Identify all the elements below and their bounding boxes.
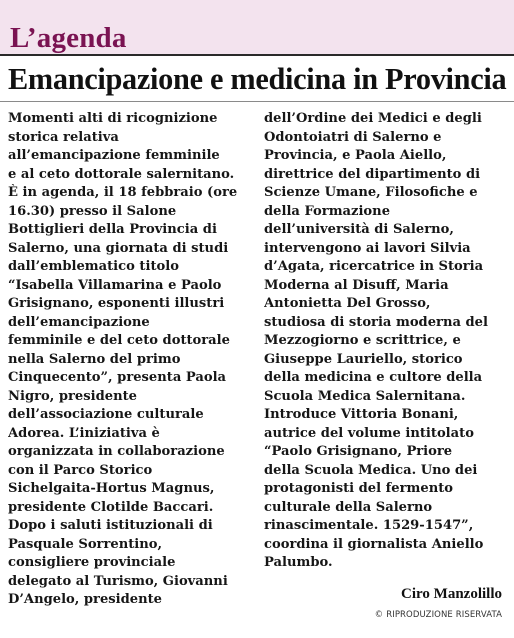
article-column-left [8, 110, 266, 610]
article-text-line: dell’emancipazione [8, 314, 150, 330]
article-text-line: della Formazione [264, 203, 391, 219]
copyright-notice [375, 610, 502, 620]
article-text-line: intervengono ai lavori Silvia [264, 240, 471, 256]
article-text-line: storica relativa [8, 129, 119, 145]
article-text-line: femminile e del ceto dottorale [8, 333, 230, 348]
article-text-line: Grisignano, esponenti illustri [8, 296, 225, 311]
article-text-line: “Paolo Grisignano, Priore [264, 444, 453, 459]
article-text-line: Nigro, presidente [8, 388, 137, 404]
article-text-line: dall’emblematico titolo [8, 259, 179, 274]
article-text-line: Scienze Umane, Filosofiche e [264, 185, 478, 200]
article-headline: Emancipazione e medicina in Provincia [8, 62, 507, 96]
article-text-line: Giuseppe Lauriello, storico [264, 351, 463, 367]
article-text-line: rinascimentale. 1529-1547”, [264, 518, 474, 533]
article-text-line: Palumbo. [264, 555, 333, 570]
article-text-line: coordina il giornalista Aniello [264, 536, 484, 552]
article-text-line: autrice del volume intitolato [264, 425, 474, 441]
copyright-text: RIPRODUZIONE RISERVATA [386, 610, 502, 620]
article-text-line: Mezzogiorno e scrittrice, e [264, 333, 461, 348]
article-text-line: protagonisti del fermento [264, 481, 454, 496]
article-text-line: culturale della Salerno [264, 499, 433, 515]
article-text-line: Salerno, una giornata di studi [8, 240, 229, 256]
author-byline: Ciro Manzolillo [401, 586, 502, 602]
article-text-line: Adorea. L’iniziativa è [8, 425, 160, 441]
section-divider [0, 54, 514, 56]
article-text-line: e al ceto dottorale salernitano. [8, 166, 235, 182]
article-text-line: nella Salerno del primo [8, 351, 181, 367]
copyright-symbol: © [374, 610, 384, 620]
article-text-line: È in agenda, il 18 febbraio (ore [8, 185, 238, 200]
article-text-line: dell’associazione culturale [8, 407, 204, 422]
article-text-line: Introduce Vittoria Bonani, [264, 407, 459, 422]
article-text-line: Bottiglieri della Provincia di [8, 222, 217, 237]
article-text-line: D’Angelo, presidente [8, 592, 163, 607]
article-text-line: Pasquale Sorrentino, [8, 536, 163, 552]
article-text-line: Odontoiatri di Salerno e [264, 129, 442, 145]
article-text-line: d’Agata, ricercatrice in Storia [264, 259, 484, 274]
article-text-line: Cinquecento”, presenta Paola [8, 370, 227, 385]
article-text-line: Momenti alti di ricognizione [8, 111, 218, 126]
article-text-line: Dopo i saluti istituzionali di [8, 518, 213, 533]
article-text-line: studiosa di storia moderna del [264, 314, 488, 330]
article-text-line: della Scuola Medica. Uno dei [264, 462, 478, 478]
section-rubric: L’agenda [10, 22, 127, 54]
article-text-line: all’emancipazione femminile [8, 148, 220, 163]
article-text-line: Antonietta Del Grosso, [264, 296, 431, 311]
article-text-line: della medicina e cultore della [264, 370, 483, 385]
article-text-line: dell’Ordine dei Medici e degli [264, 111, 482, 126]
headline-divider [0, 101, 514, 102]
article-text-line: dell’università di Salerno, [264, 222, 454, 237]
article-text-line: Moderna al Disuff, Maria [264, 277, 449, 293]
article-column-right [264, 110, 514, 573]
article-text-line: direttrice del dipartimento di [264, 166, 481, 182]
article-text-line: Sichelgaita-Hortus Magnus, [8, 481, 215, 496]
article-text-line: con il Parco Storico [8, 462, 153, 478]
article-text-line: organizzata in collaborazione [8, 444, 225, 459]
article-text-line: delegato al Turismo, Giovanni [8, 573, 228, 589]
article-text-line: “Isabella Villamarina e Paolo [8, 277, 222, 293]
article-text-line: Provincia, e Paola Aiello, [264, 148, 447, 163]
article-text-line: consigliere provinciale [8, 555, 176, 570]
article-text-line: 16.30) presso il Salone [8, 203, 177, 219]
article-text-line: Scuola Medica Salernitana. [264, 388, 466, 404]
article-text-line: presidente Clotilde Baccari. [8, 499, 214, 515]
